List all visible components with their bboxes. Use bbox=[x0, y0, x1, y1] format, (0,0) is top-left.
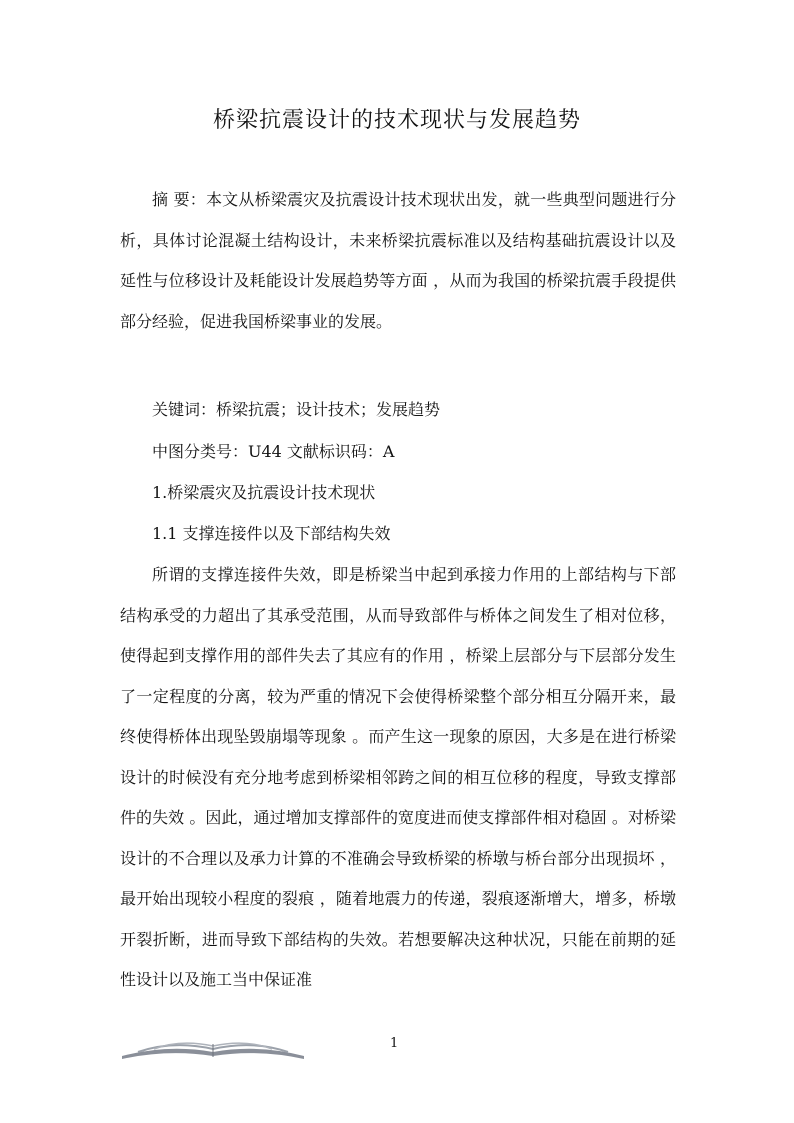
document-title: 桥梁抗震设计的技术现状与发展趋势 bbox=[212, 108, 581, 133]
keywords-line: 关键词：桥梁抗震；设计技术；发展趋势 bbox=[152, 400, 441, 419]
abstract-paragraph: 摘 要：本文从桥梁震灾及抗震设计技术现状出发，就一些典型问题进行分析，具体讨论混凝土结构设计，未来桥梁抗震标准以及结构基础抗震设计以及延性与位移设计及耗能设计发展趋势等方面 ，从而为我国的桥梁抗震手段提供部分经验，促进我国桥梁事业的发展。 bbox=[120, 190, 676, 331]
classification-line: 中图分类号：U44 文献标识码：A bbox=[152, 442, 395, 461]
section-heading-1-1: 1.1 支撑连接件以及下部结构失效 bbox=[152, 524, 391, 543]
page-number: 1 bbox=[390, 1036, 399, 1051]
section-heading-1: 1.桥梁震灾及抗震设计技术现状 bbox=[152, 483, 376, 502]
body-paragraph: 所谓的支撑连接件失效，即是桥梁当中起到承接力作用的上部结构与下部结构承受的力超出了其承受范围，从而导致部件与桥体之间发生了相对位移，使得起到支撑作用的部件失去了其应有的作用 ，桥梁上层部分与下层部分发生了一定程度的分离，较为严重的情况下会使得桥梁整个部分相互分隔开来，最终使得桥体出现坠毁崩塌等现象 。而产生这一现象的原因，大多是在进行桥梁设计的时候没有充分地考虑到桥梁相邻跨之间的相互位移的程度，导致支撑部件的失效 。因此，通过增加支撑部件的宽度进而使支撑部件相对稳固 。对桥梁设计的不合理以及承力计算的不准确会导致桥梁的桥墩与桥台部分出现损坏 ，最开始出现较小程度的裂痕 ，随着地震力的传递，裂痕逐渐增大，增多，桥墩开裂折断，进而导致下部结构的失效。若想要解决这种状况，只能在前期的延性设计以及施工当中保证准 bbox=[120, 565, 676, 989]
open-book-footer-icon bbox=[118, 1032, 308, 1062]
